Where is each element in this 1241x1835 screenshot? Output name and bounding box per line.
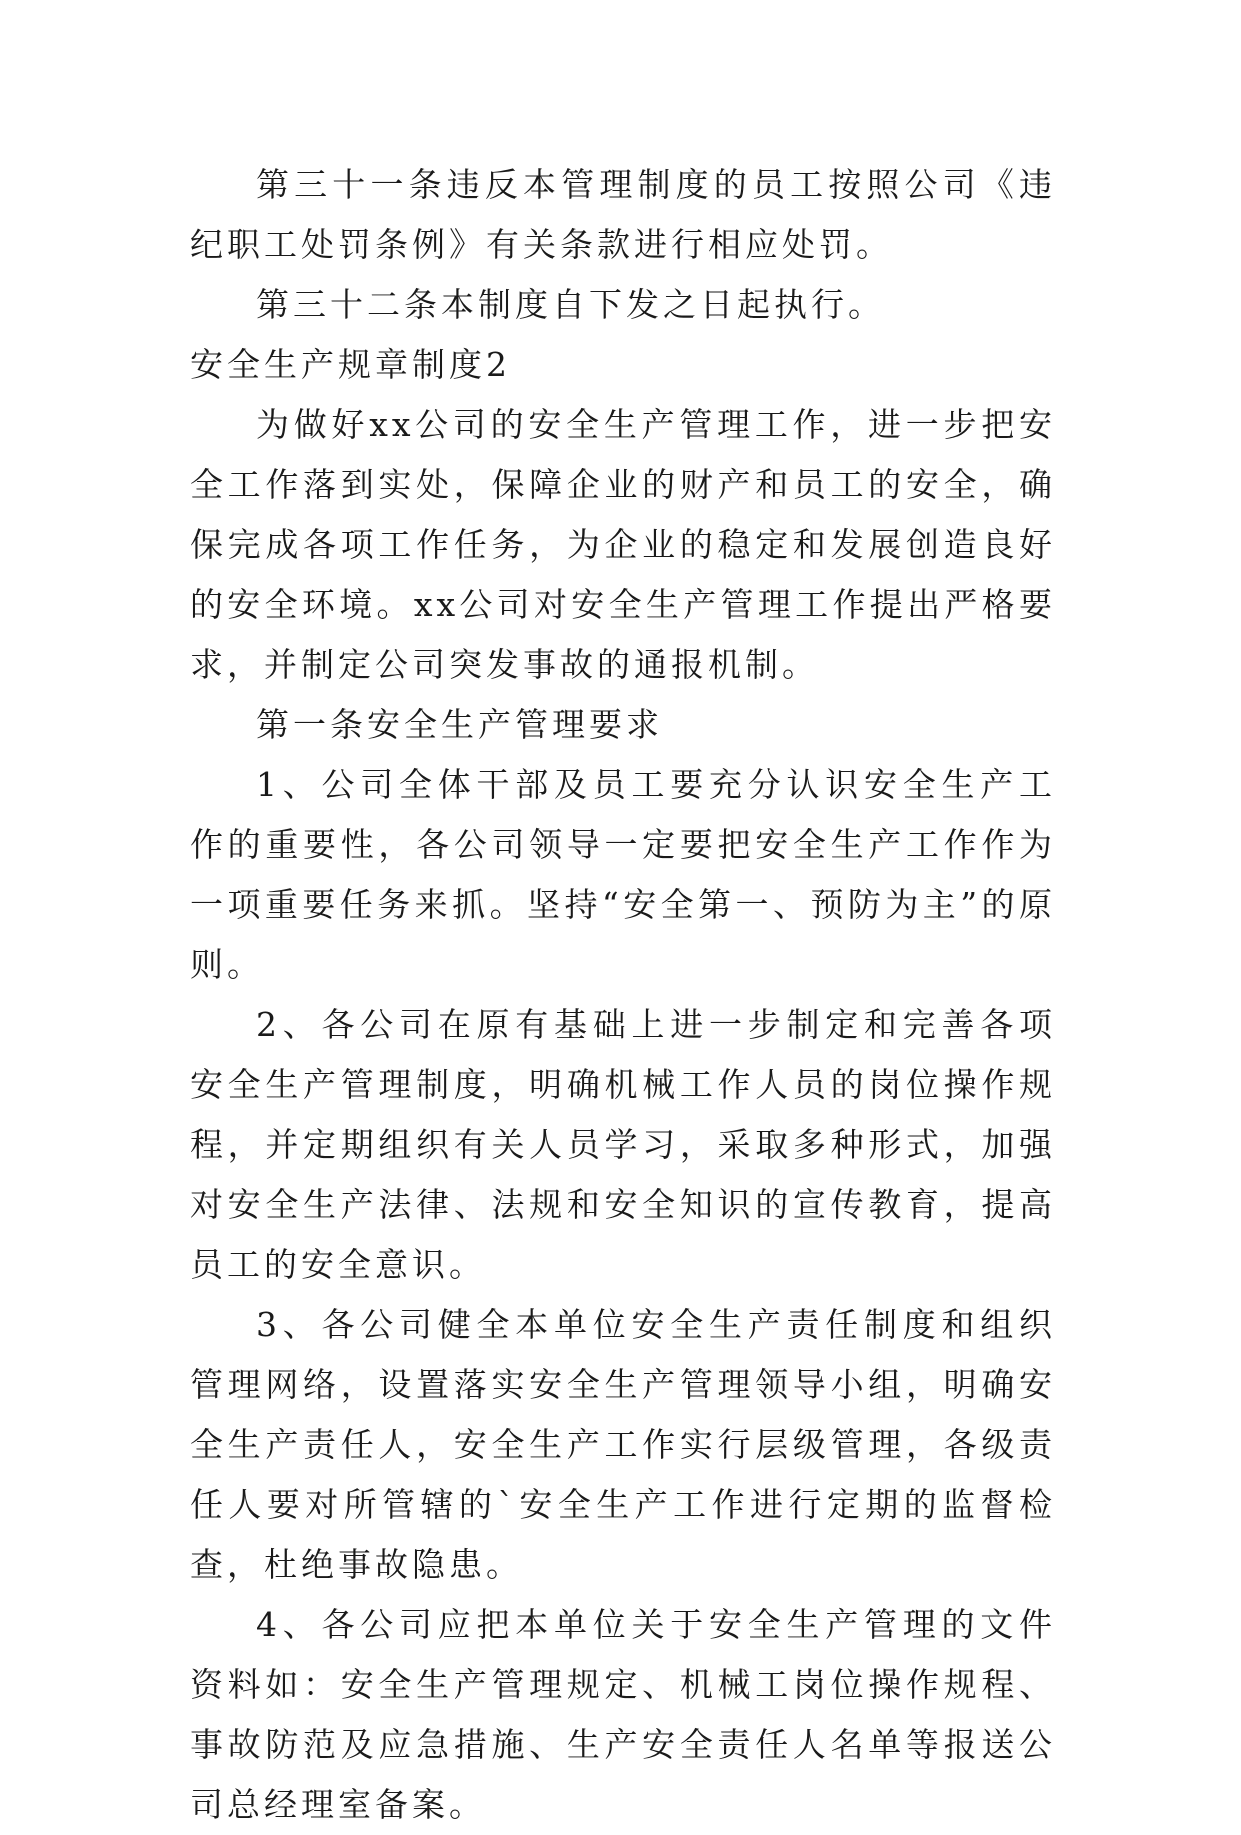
section-title: 安全生产规章制度2 xyxy=(190,345,511,384)
list-item-1: 1、公司全体干部及员工要充分认识安全生产工作的重要性，各公司领导一定要把安全生产工作作为一项重要任务来抓。坚持“安全第一、预防为主”的原则。 xyxy=(190,765,1056,984)
intro-paragraph: 为做好xx公司的安全生产管理工作，进一步把安全工作落到实处，保障企业的财产和员工的安全，确保完成各项工作任务，为企业的稳定和发展创造良好的安全环境。xx公司对安全生产管理工作提出严格要求，并制定公司突发事故的通报机制。 xyxy=(190,405,1056,684)
article-1-heading: 第一条安全生产管理要求 xyxy=(256,705,663,744)
list-item-3: 3、各公司健全本单位安全生产责任制度和组织管理网络，设置落实安全生产管理领导小组，明确安全生产责任人，安全生产工作实行层级管理，各级责任人要对所管辖的`安全生产工作进行定期的监督检查，杜绝事故隐患。 xyxy=(190,1305,1056,1584)
list-item-4: 4、各公司应把本单位关于安全生产管理的文件资料如：安全生产管理规定、机械工岗位操作规程、事故防范及应急措施、生产安全责任人名单等报送公司总经理室备案。 xyxy=(190,1605,1056,1824)
list-item-2: 2、各公司在原有基础上进一步制定和完善各项安全生产管理制度，明确机械工作人员的岗位操作规程，并定期组织有关人员学习，采取多种形式，加强对安全生产法律、法规和安全知识的宣传教育，提高员工的安全意识。 xyxy=(190,1005,1056,1284)
article-31-paragraph: 第三十一条违反本管理制度的员工按照公司《违纪职工处罚条例》有关条款进行相应处罚。 xyxy=(190,165,1056,264)
document-body xyxy=(190,155,1056,1835)
article-32-paragraph: 第三十二条本制度自下发之日起执行。 xyxy=(256,285,885,324)
